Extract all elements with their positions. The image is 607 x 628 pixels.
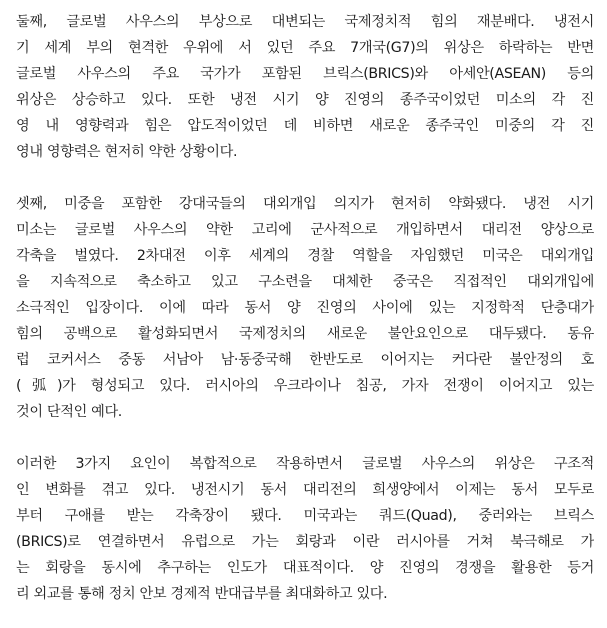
paragraph-third-point [16,191,594,425]
text-line: 을 지속적으로 축소하고 있고 구소련을 대체한 중국은 직접적인 대외개입에 [16,274,594,290]
article-body [16,9,594,607]
text-line: (弧)가 형성되고 있다. 러시아의 우크라이나 침공, 가자 전쟁이 이어지고 있는 [16,378,594,394]
text-line: 럽 코커서스 중동 서남아 남·동중국해 한반도로 이어지는 커다란 불안정의 호 [16,352,594,368]
paragraph-spacer [16,425,594,451]
text-line: 영내 영향력은 현저히 약한 상황이다. [16,144,238,160]
text-line: 는 회랑을 동시에 추구하는 인도가 대표적이다. 양 진영의 경쟁을 활용한 등거 [16,560,594,576]
paragraph-conclusion [16,451,594,607]
text-line: 영 내 영향력과 힘은 압도적이었던 데 비하면 새로운 종주국인 미중의 각 진 [16,118,594,134]
text-line: 리 외교를 통해 정치 안보 경제적 반대급부를 최대화하고 있다. [16,586,388,602]
text-line: 둘째, 글로벌 사우스의 부상으로 대변되는 국제정치적 힘의 재분배다. 냉전시 [16,14,594,30]
text-line: 글로벌 사우스의 주요 국가가 포함된 브릭스(BRICS)와 아세안(ASEAN) 등의 [16,66,594,82]
text-line: 부터 구애를 받는 각축장이 됐다. 미국과는 쿼드(Quad), 중러와는 브릭스 [16,508,594,524]
text-line: 각축을 벌였다. 2차대전 이후 세계의 경찰 역할을 자임했던 미국은 대외개입 [16,248,594,264]
text-line: 위상은 상승하고 있다. 또한 냉전 시기 양 진영의 종주국이었던 미소의 각 진 [16,92,594,108]
paragraph-spacer [16,165,594,191]
text-line: 기 세계 부의 현격한 우위에 서 있던 주요 7개국(G7)의 위상은 하락하는 반면 [16,40,594,56]
text-line: 이러한 3가지 요인이 복합적으로 작용하면서 글로벌 사우스의 위상은 구조적 [16,456,594,472]
text-line: 인 변화를 겪고 있다. 냉전시기 동서 대리전의 희생양에서 이제는 동서 모두로 [16,482,594,498]
text-line: 소극적인 입장이다. 이에 따라 동서 양 진영의 사이에 있는 지정학적 단층대가 [16,300,594,316]
text-line: 셋째, 미중을 포함한 강대국들의 대외개입 의지가 현저히 약화됐다. 냉전 시기 [16,196,594,212]
paragraph-second-point [16,9,594,165]
text-line: (BRICS)로 연결하면서 유럽으로 가는 회랑과 이란 러시아를 거쳐 북극해로 가 [16,534,594,550]
text-line: 미소는 글로벌 사우스의 약한 고리에 군사적으로 개입하면서 대리전 양상으로 [16,222,594,238]
text-line: 힘의 공백으로 활성화되면서 국제정치의 새로운 불안요인으로 대두됐다. 동유 [16,326,594,342]
text-line: 것이 단적인 예다. [16,404,122,420]
